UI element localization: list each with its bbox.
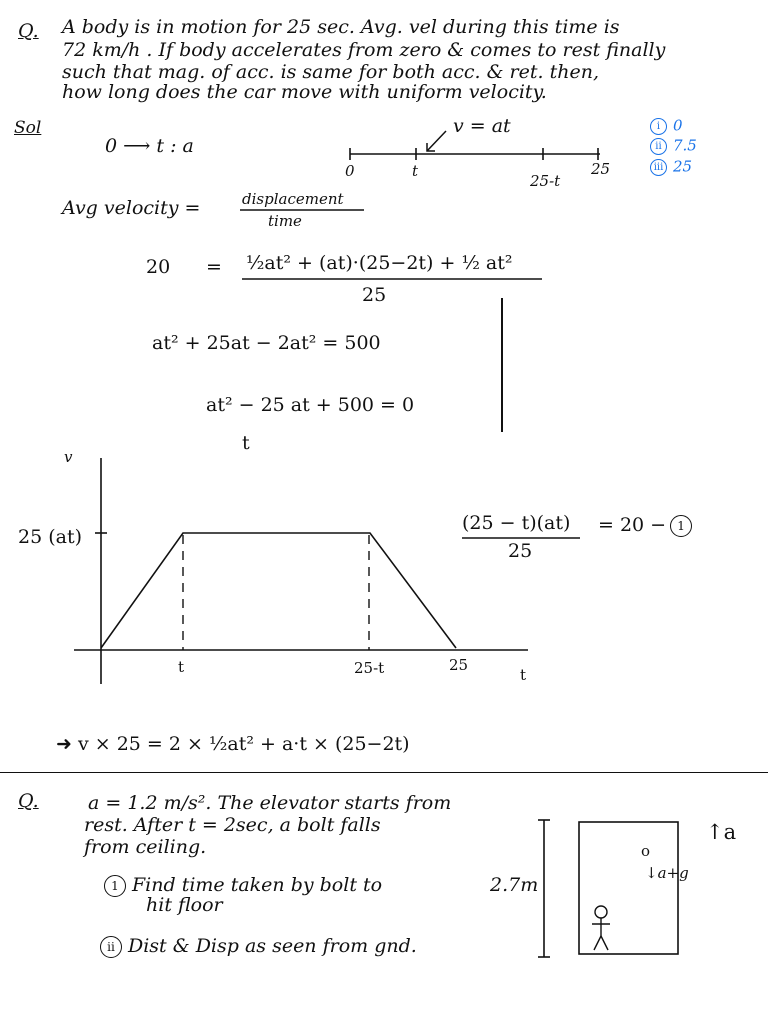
option-2-marker: ii [650,138,667,155]
right-equation-marker: 1 [670,515,692,537]
bolt-accel-label: ↓a+g [645,864,689,882]
graph-x-axis-label: t [520,666,527,684]
graph-x-tick-25-t: 25-t [354,659,385,677]
option-2 [650,138,697,155]
right-equation-rhs-text: = 20 − [598,514,667,536]
t-label: t [242,432,250,454]
avg-velocity-lhs: Avg velocity = [62,197,201,219]
q2-line-1: a = 1.2 m/s². The elevator starts from [88,792,452,814]
bolt-mark: o [641,842,651,860]
equation-numerator: ½at² + (at)·(25−2t) + ½ at² [246,252,513,274]
right-equation-denominator: 25 [508,540,533,562]
sol-label: Sol [14,118,42,138]
q2-line-3: from ceiling. [84,836,207,858]
q2-part-1-cont: hit floor [146,894,223,916]
graph-y-tick-label: 25 (at) [18,526,83,548]
avg-velocity-numerator: displacement [242,190,344,208]
equation-3: at² − 25 at + 500 = 0 [206,394,415,416]
graph-y-axis-label: v [64,448,73,466]
number-line-tick-25: 25 [591,160,611,178]
section-divider [0,772,768,773]
option-1-marker: i [650,118,667,135]
q2-part-1-text: Find time taken by bolt to [132,874,383,896]
v-equals-at: v = at [453,115,511,137]
elevator-accel-label: ↑a [706,820,737,844]
bottom-equation: ➜ v × 25 = 2 × ½at² + a·t × (25−2t) [56,733,410,755]
q2-part-2-marker: ii [100,936,122,958]
q2-part-2 [100,936,417,958]
right-equation-rhs [598,515,698,537]
number-line-tick-25-t: 25-t [530,172,561,190]
option-3 [650,159,692,176]
q1-line-4: how long does the car move with uniform velocity. [62,81,547,103]
equation-equals: = [206,256,222,278]
q1-line-2: 72 km/h . If body accelerates from zero & comes to rest finally [62,39,666,61]
equation-denominator: 25 [362,284,387,306]
q1-label: Q. [18,20,39,42]
equation-2: at² + 25at − 2at² = 500 [152,332,381,354]
avg-velocity-denominator: time [268,212,302,230]
q2-line-2: rest. After t = 2sec, a bolt falls [84,814,381,836]
option-3-marker: iii [650,159,667,176]
q2-part-1-marker: 1 [104,875,126,897]
q2-label: Q. [18,790,39,812]
q2-part-2-text: Dist & Disp as seen from gnd. [128,935,417,957]
q1-line-1: A body is in motion for 25 sec. Avg. vel during this time is [62,16,620,38]
graph-x-tick-25: 25 [449,656,469,674]
phase-text: 0 ⟶ t : a [105,135,194,157]
q1-line-3: such that mag. of acc. is same for both acc. & ret. then, [62,61,599,83]
option-3-value: 25 [673,157,693,176]
q2-height-label: 2.7m [490,874,539,896]
equation-lhs: 20 [146,256,171,278]
option-2-value: 7.5 [673,136,697,155]
number-line-tick-t: t [412,162,419,180]
right-equation-numerator: (25 − t)(at) [462,512,571,534]
option-1-value: 0 [673,116,683,135]
graph-x-tick-t: t [178,658,185,676]
option-1 [650,118,683,135]
number-line-tick-0: 0 [345,162,355,180]
